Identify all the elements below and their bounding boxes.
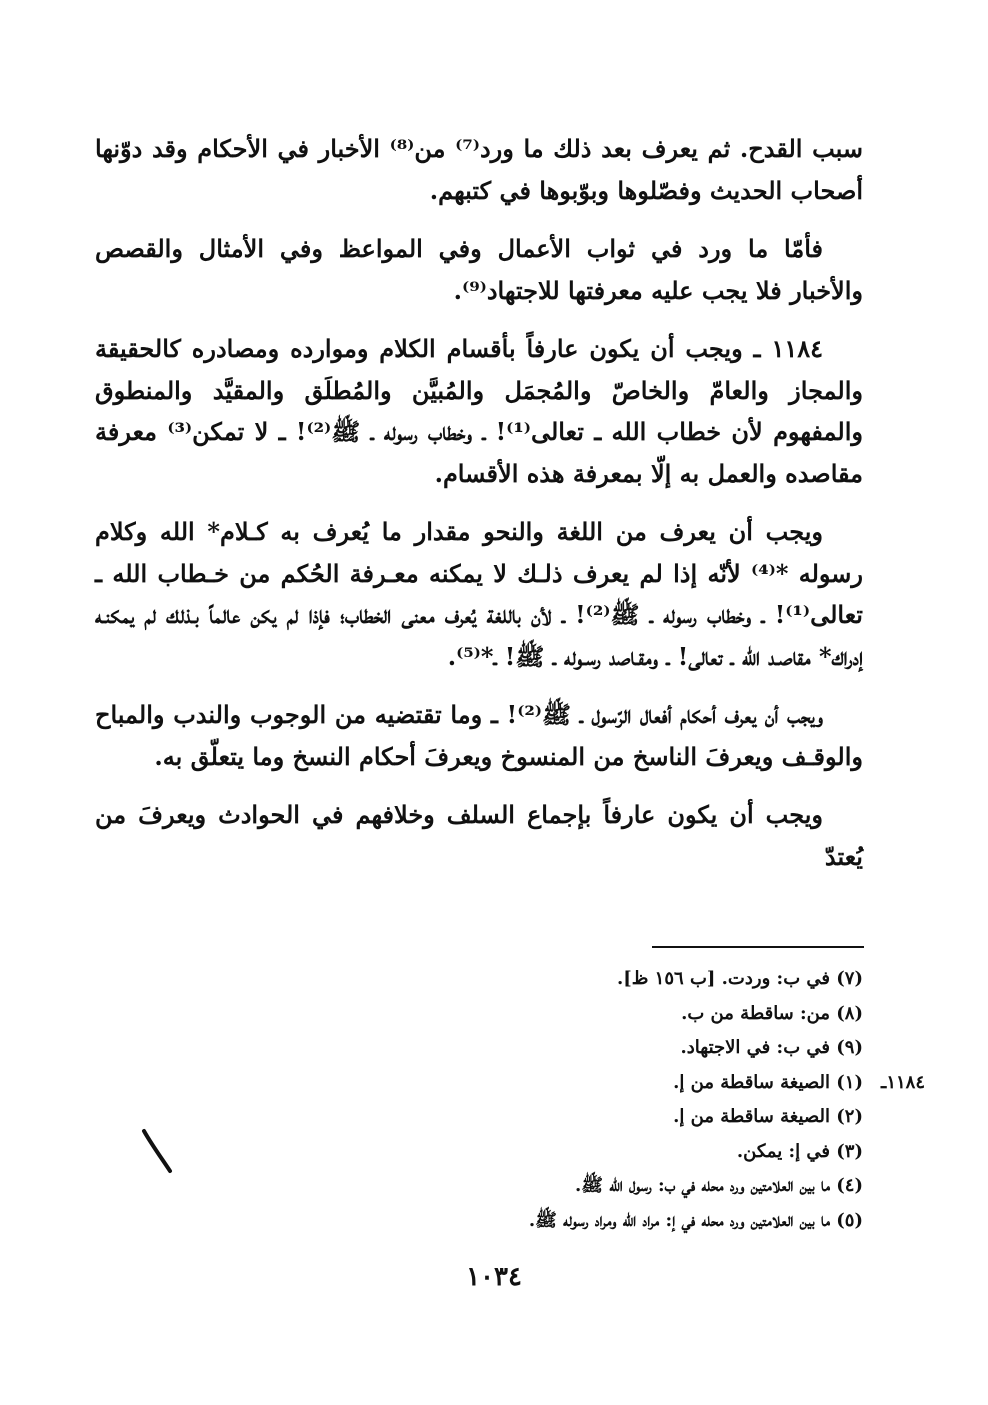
footnote-1184-2 bbox=[95, 1100, 863, 1135]
footnote-text: (٨) من: ساقطة من ب. bbox=[681, 1002, 863, 1024]
page-number: ١٠٣٤ bbox=[466, 1262, 522, 1292]
footnote-text: (١) الصيغة ساقطة من إ. bbox=[673, 1071, 863, 1093]
footnote-text: (٣) في إ: يمكن. bbox=[736, 1140, 863, 1162]
footnote-1184-5 bbox=[95, 1204, 863, 1239]
footnote-text: (٩) في ب: في الاجتهاد. bbox=[680, 1037, 863, 1058]
main-text bbox=[95, 128, 863, 894]
footnote-8 bbox=[95, 997, 863, 1032]
footnote-1184-3 bbox=[95, 1135, 863, 1170]
paragraph-6: ويجب أن يكون عارفاً بإجماع السلف وخلافهم في الحوادث ويعرفَ من يُعتدّ bbox=[95, 800, 863, 871]
paragraph-1: سبب القدح. ثم يعرف بعد ذلك ما ورد⁽⁷⁾ من⁽⁸⁾ الأخبار في الأحكام وقد دوّنها أصحاب الحديث وفصّلوها وبوّبوها في كتبهم. bbox=[95, 134, 863, 205]
paragraph-5: ويجب أن يعرف أحكام أفعال الرّسول ـ ﷺ⁽²⁾! ـ وما تقتضيه من الوجوب والندب والمباح والوقـف ويعرفَ الناسخ من المنسوخ ويعرفَ أحكام النسخ وما يتعلّق به. bbox=[95, 700, 863, 771]
footnote-1184-1 bbox=[95, 1066, 925, 1101]
footnote-text: (٢) الصيغة ساقطة من إ. bbox=[673, 1106, 863, 1127]
footnote-7 bbox=[95, 962, 863, 997]
paragraph-2: فأمّا ما ورد في ثواب الأعمال وفي المواعظ وفي الأمثال والقصص والأخبار فلا يجب عليه معرفتها للاجتهاد⁽⁹⁾. bbox=[95, 234, 863, 305]
footnote-text: (٧) في ب: وردت. [ب ١٥٦ ظ]. bbox=[616, 968, 863, 989]
footnote-text: (٥) ما بين العلامتين ورد محله في إ: مراد الله ومراد رسوله ﷺ. bbox=[528, 1209, 863, 1231]
footnote-separator bbox=[652, 946, 864, 948]
footnote-9 bbox=[95, 1031, 863, 1066]
pen-stroke-mark bbox=[140, 1128, 174, 1174]
paragraph-3-section-1184: ١١٨٤ ـ ويجب أن يكون عارفاً بأقسام الكلام وموارده ومصادره كالحقيقة والمجاز والعامّ والخاصّ والمُجمَل والمُبيَّن والمُطلَق والمقيَّد والمنطوق والمفهوم لأن خطاب الله ـ تعالى⁽¹⁾! ـ وخطاب رسوله ـ ﷺ⁽²⁾! ـ لا تمكن⁽³⁾ معرفة مقاصده والعمل به إلّا بمعرفة هذه الأقسام. bbox=[95, 334, 863, 488]
footnotes bbox=[95, 962, 925, 1238]
footnote-text: (٤) ما بين العلامتين ورد محله في ب: رسول الله ﷺ. bbox=[574, 1175, 863, 1196]
paragraph-4: ويجب أن يعرف من اللغة والنحو مقدار ما يُعرف به كـلام* الله وكلام رسوله *⁽⁴⁾ لأنّه إذا لم يعرف ذلـك لا يمكنه معـرفة الحُكم من خـطاب الله ـ تعالى⁽¹⁾! ـ وخطاب رسوله ـ ﷺ⁽²⁾! ـ لأن باللغة يُعرف معنى الخطاب؛ فإذا لم يكن عالماً بـذلك لم يمكنـه إدراك* مقاصـد الله ـ تعالى! ـ ومقـاصد رسـوله ـ ﷺ! ـ*⁽⁵⁾. bbox=[95, 517, 863, 671]
footnote-section-marker: ١١٨٤ـ bbox=[881, 1071, 925, 1093]
footnote-1184-4 bbox=[95, 1169, 863, 1204]
